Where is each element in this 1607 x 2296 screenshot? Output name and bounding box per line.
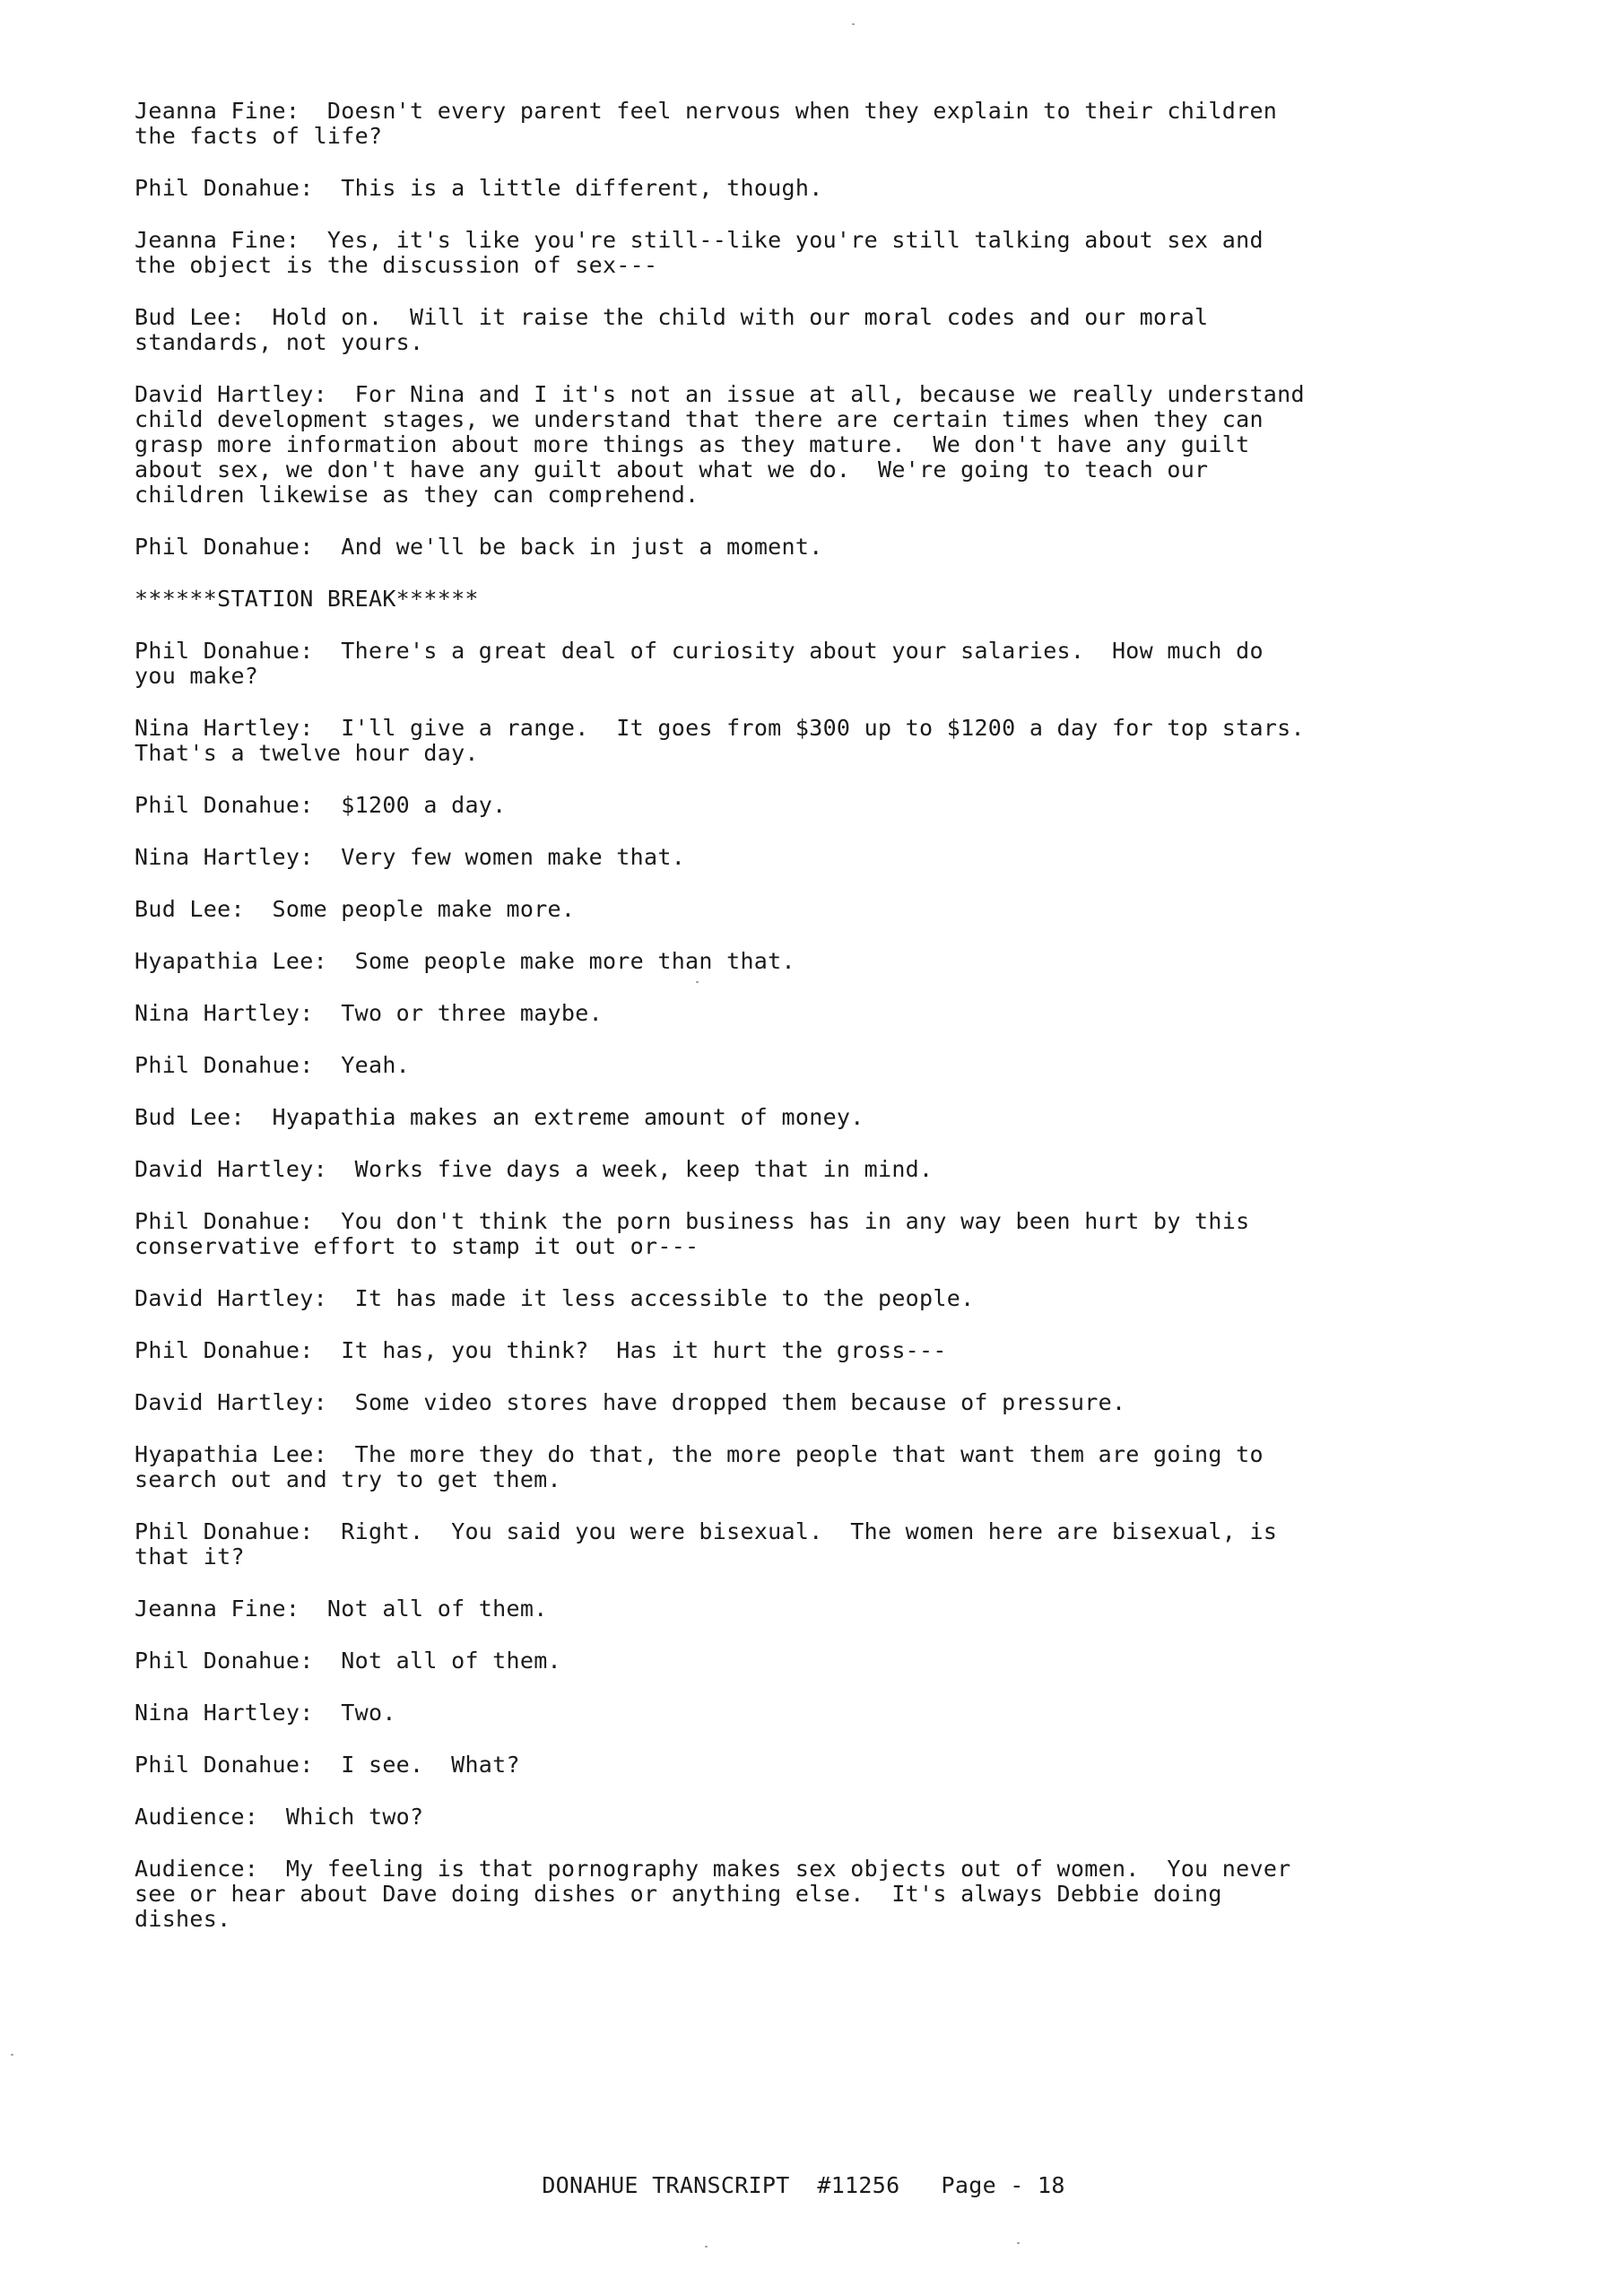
transcript-line: conservative effort to stamp it out or--- [135,1233,699,1259]
transcript-line: ******STATION BREAK****** [135,586,479,612]
scan-speck [696,981,699,983]
transcript-entry [135,1857,1417,1932]
speaker-name: Nina Hartley: [135,1700,314,1726]
transcript-line: That's a twelve hour day. [135,740,479,766]
transcript-entry [135,1209,1417,1259]
speaker-name: Phil Donahue: [135,1752,314,1778]
transcript-entry [135,305,1417,355]
speaker-name: Jeanna Fine: [135,227,300,253]
scan-speck [11,2054,13,2056]
transcript-line: about sex, we don't have any guilt about what we do. We're going to teach our [135,457,1209,483]
transcript-line: And we'll be back in just a moment. [341,534,823,560]
transcript-entry [135,1105,1417,1130]
speaker-name: Phil Donahue: [135,1518,314,1544]
transcript-entry [135,1805,1417,1830]
footer-title: DONAHUE TRANSCRIPT [542,2172,790,2198]
speaker-name: Hyapathia Lee: [135,948,327,974]
transcript-line: Hold on. Will it raise the child with our moral codes and our moral [272,304,1209,330]
transcript-line: This is a little different, though. [341,175,823,201]
transcript-line: I'll give a range. It goes from $300 up to $1200 a day for top stars. [341,715,1305,741]
transcript-line: Which two? [285,1804,424,1830]
speaker-name: Bud Lee: [135,304,245,330]
transcript-line: Works five days a week, keep that in mind. [354,1156,934,1182]
transcript-entry [135,716,1417,766]
transcript-line: child development stages, we understand that there are certain times when they can [135,406,1264,432]
speaker-name: Audience: [135,1804,259,1830]
transcript-entry [135,845,1417,870]
speaker-name: Bud Lee: [135,1104,245,1130]
speaker-name: Hyapathia Lee: [135,1441,327,1467]
speaker-name: Phil Donahue: [135,638,314,664]
footer-transcript-number: #11256 [817,2172,900,2198]
transcript-entry [135,382,1417,508]
transcript-line: dishes. [135,1906,231,1932]
speaker-name: Phil Donahue: [135,1337,314,1363]
speaker-name: Nina Hartley: [135,1000,314,1026]
transcript-line: I see. What? [341,1752,520,1778]
transcript-line: see or hear about Dave doing dishes or anything else. It's always Debbie doing [135,1881,1222,1907]
transcript-line: Some video stores have dropped them because of pressure. [354,1389,1126,1415]
transcript-line: You don't think the porn business has in any way been hurt by this [341,1208,1250,1234]
transcript-line: The more they do that, the more people that want them are going to [354,1441,1264,1467]
transcript-line: It has, you think? Has it hurt the gross--- [341,1337,947,1363]
transcript-line: Doesn't every parent feel nervous when they explain to their children [326,98,1278,124]
transcript-line: Yeah. [341,1052,411,1078]
speaker-name: Phil Donahue: [135,1208,314,1234]
transcript-line: Yes, it's like you're still--like you're still talking about sex and [326,227,1264,253]
transcript-entry [135,1752,1417,1778]
transcript-line: standards, not yours. [135,329,424,355]
transcript-line: search out and try to get them. [135,1466,561,1492]
speaker-name: Phil Donahue: [135,534,314,560]
transcript-entry [135,949,1417,974]
speaker-name: Audience: [135,1856,259,1882]
transcript-line: It has made it less accessible to the people. [354,1285,975,1311]
page-footer [0,2172,1607,2199]
transcript-entry [135,176,1417,201]
transcript-line: the facts of life? [135,123,383,149]
speaker-name: Phil Donahue: [135,175,314,201]
transcript-line: Right. You said you were bisexual. The women here are bisexual, is [341,1518,1278,1544]
transcript-line: children likewise as they can comprehend. [135,482,699,508]
transcript-line: Not all of them. [326,1596,548,1622]
speaker-name: Bud Lee: [135,896,245,922]
transcript-line: Hyapathia makes an extreme amount of money. [272,1104,864,1130]
transcript-line: Some people make more. [272,896,576,922]
speaker-name: David Hartley: [135,381,327,407]
speaker-name: Phil Donahue: [135,1052,314,1078]
transcript-line: For Nina and I it's not an issue at all, because we really understand [354,381,1305,407]
speaker-name: Nina Hartley: [135,715,314,741]
scan-speck [1017,2242,1020,2244]
transcript-entry [135,1001,1417,1026]
speaker-name: David Hartley: [135,1285,327,1311]
transcript-line: you make? [135,663,259,689]
transcript-line: There's a great deal of curiosity about your salaries. How much do [341,638,1264,664]
transcript-line: that it? [135,1544,245,1570]
speaker-name: Phil Donahue: [135,792,314,818]
transcript-line: Some people make more than that. [354,948,795,974]
speaker-name: Jeanna Fine: [135,98,300,124]
transcript-entry [135,1648,1417,1674]
transcript-line: grasp more information about more things as they mature. We don't have any guilt [135,431,1250,457]
transcript-entry [135,1519,1417,1570]
speaker-name: David Hartley: [135,1389,327,1415]
transcript-line: Two. [341,1700,396,1726]
transcript-entry [135,1053,1417,1078]
speaker-name: David Hartley: [135,1156,327,1182]
transcript-entry [135,639,1417,689]
transcript-line: Not all of them. [341,1648,561,1674]
transcript-line: $1200 a day. [341,792,507,818]
speaker-name: Phil Donahue: [135,1648,314,1674]
speaker-name: Jeanna Fine: [135,1596,300,1622]
scan-speck [852,23,855,25]
transcript-line: My feeling is that pornography makes sex objects out of women. You never [285,1856,1291,1882]
station-break [135,587,1417,612]
transcript-line: the object is the discussion of sex--- [135,252,658,278]
transcript-entry [135,1286,1417,1311]
footer-page-number: Page - 18 [941,2172,1065,2198]
transcript-entry [135,535,1417,560]
transcript-entry [135,1157,1417,1182]
transcript-line: Very few women make that. [341,844,686,870]
transcript-entry [135,897,1417,922]
transcript-line: Two or three maybe. [341,1000,603,1026]
scan-speck [705,2246,708,2248]
transcript-entry [135,1442,1417,1492]
transcript-entry [135,1338,1417,1363]
speaker-name: Nina Hartley: [135,844,314,870]
transcript-entry [135,1596,1417,1622]
transcript-entry [135,1700,1417,1726]
transcript-entry [135,99,1417,149]
transcript-body [135,99,1417,1959]
transcript-entry [135,228,1417,278]
transcript-entry [135,793,1417,818]
transcript-entry [135,1390,1417,1415]
